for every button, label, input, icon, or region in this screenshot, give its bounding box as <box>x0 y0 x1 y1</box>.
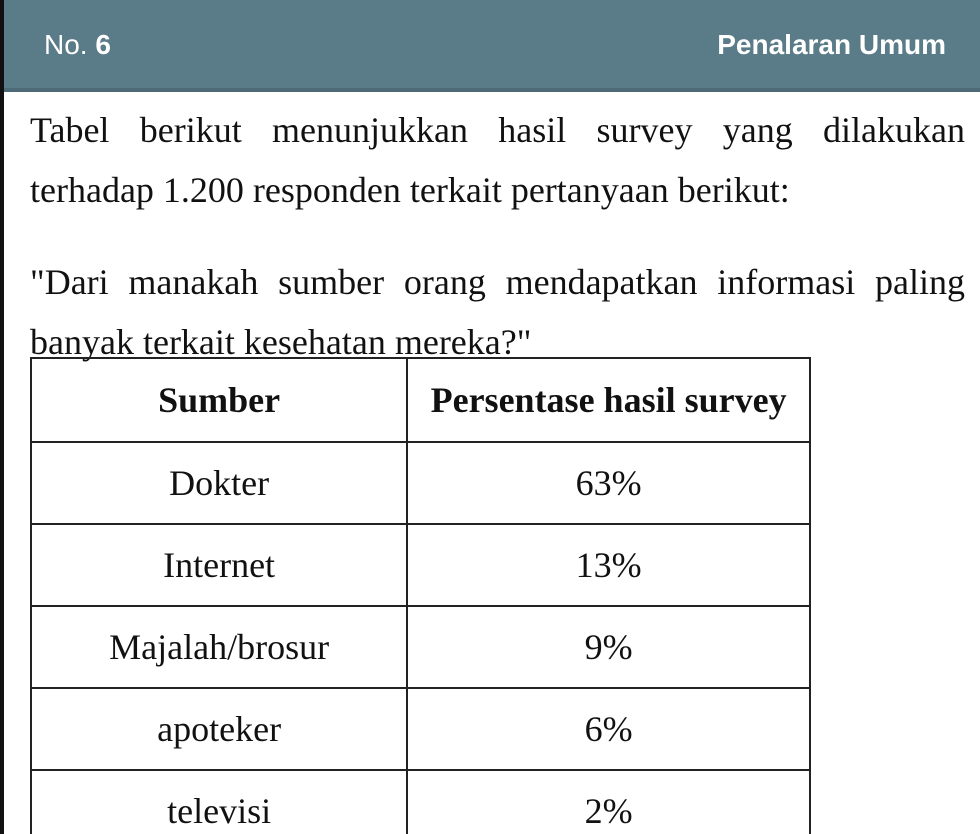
cell-percent: 63% <box>407 442 810 524</box>
section-title: Penalaran Umum <box>717 29 946 60</box>
column-header-percent: Persentase hasil survey <box>407 358 810 442</box>
intro-text: Tabel berikut menunjukkan hasil survey yang dilakukan terhadap 1.200 responden terkait pertanyaan berikut: <box>30 110 965 210</box>
survey-table <box>30 357 811 834</box>
cell-percent: 13% <box>407 524 810 606</box>
question-number-value: 6 <box>95 29 111 60</box>
question-number <box>44 29 111 61</box>
table-header-row <box>31 358 810 442</box>
cell-percent: 6% <box>407 688 810 770</box>
cell-source: apoteker <box>31 688 407 770</box>
cell-source: Dokter <box>31 442 407 524</box>
question-body <box>30 100 965 372</box>
cell-source: Majalah/brosur <box>31 606 407 688</box>
question-header <box>4 0 980 92</box>
table-row <box>31 524 810 606</box>
column-header-source: Sumber <box>31 358 407 442</box>
quoted-question: "Dari manakah sumber orang mendapatkan informasi paling banyak terkait kesehatan mereka?" <box>30 262 965 362</box>
question-number-label: No. <box>44 29 88 60</box>
table-row <box>31 770 810 834</box>
cell-source: televisi <box>31 770 407 834</box>
cell-percent: 2% <box>407 770 810 834</box>
cell-source: Internet <box>31 524 407 606</box>
table-row <box>31 688 810 770</box>
table-row <box>31 606 810 688</box>
cell-percent: 9% <box>407 606 810 688</box>
table-row <box>31 442 810 524</box>
left-border <box>0 0 4 834</box>
